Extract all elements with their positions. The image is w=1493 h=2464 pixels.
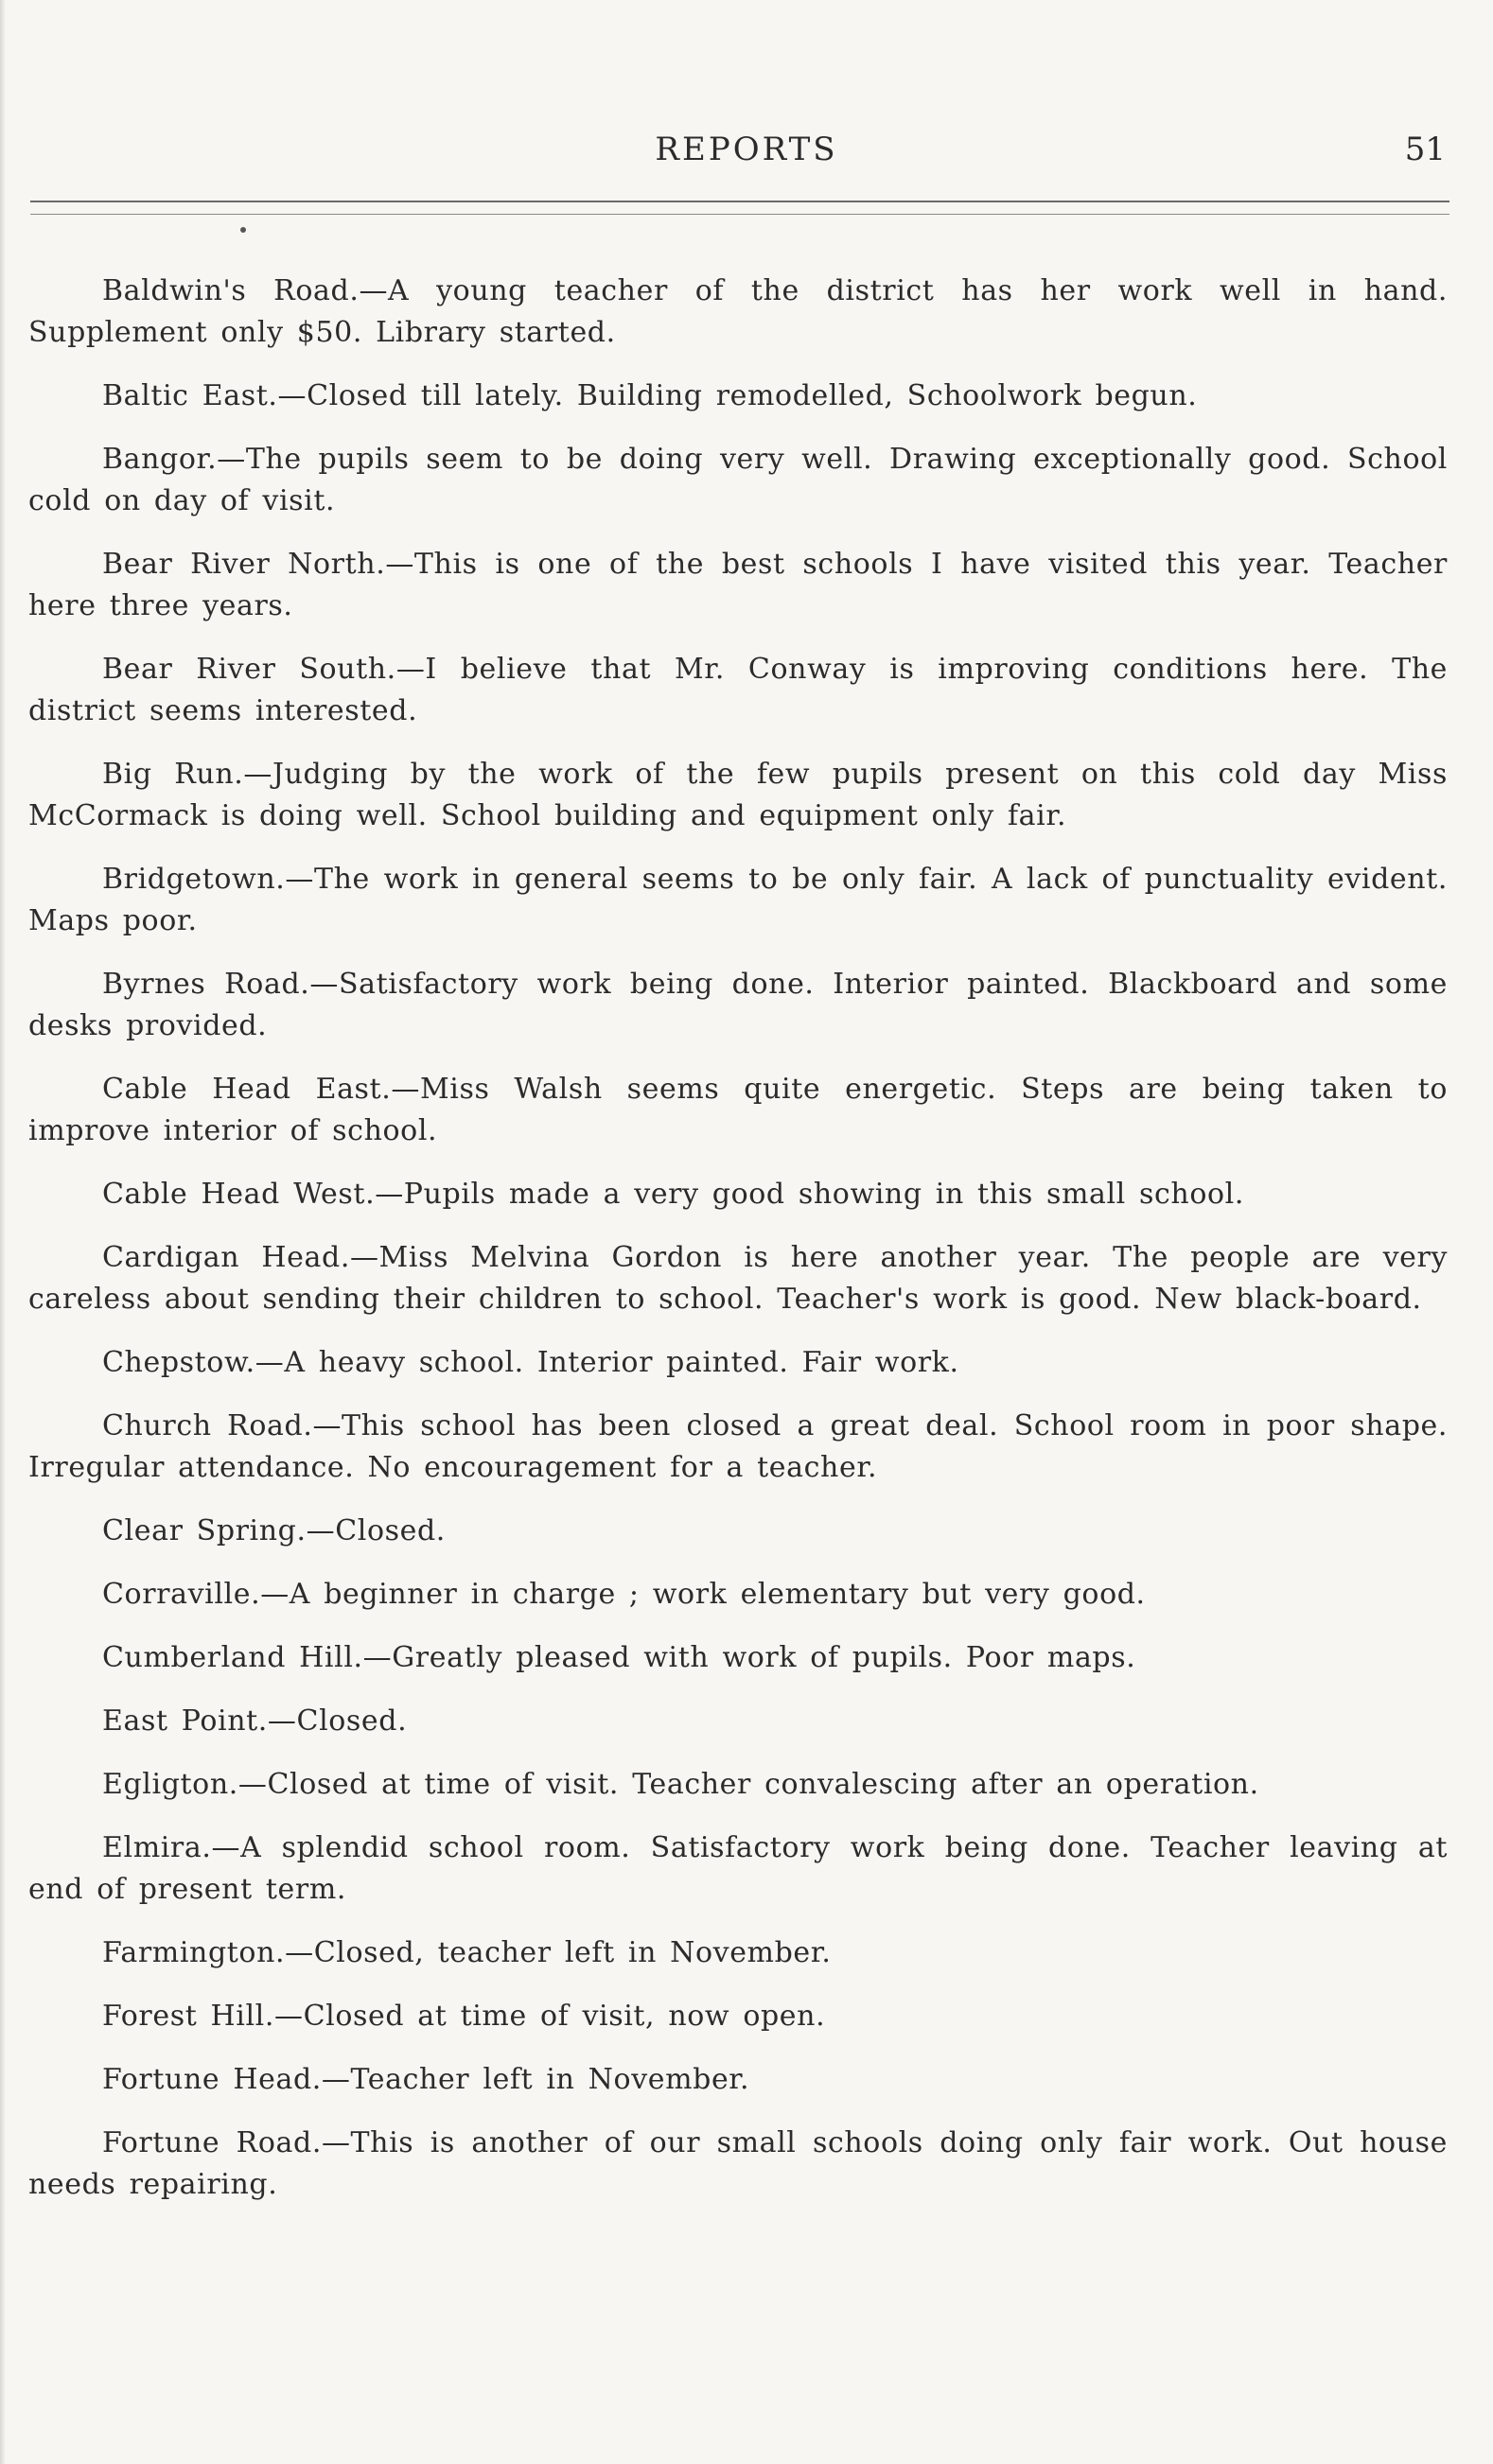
page-binding-edge xyxy=(0,0,6,2464)
report-entry-bear-river-north: Bear River North.—This is one of the best schools I have visited this year. Teacher here three years. xyxy=(28,548,1448,622)
report-entry-fortune-road: Fortune Road.—This is another of our small schools doing only fair work. Out house needs repairing. xyxy=(28,2126,1448,2201)
report-entry-cumberland-hill: Cumberland Hill.—Greatly pleased with work of pupils. Poor maps. xyxy=(102,1641,1136,1674)
report-entry-clear-spring: Clear Spring.—Closed. xyxy=(102,1514,446,1547)
report-entry-egligton: Egligton.—Closed at time of visit. Teacher convalescing after an operation. xyxy=(102,1768,1259,1801)
report-entry-chepstow: Chepstow.—A heavy school. Interior painted. Fair work. xyxy=(102,1346,959,1379)
report-entry-cable-head-west: Cable Head West.—Pupils made a very good showing in this small school. xyxy=(102,1178,1244,1211)
report-entry-forest-hill: Forest Hill.—Closed at time of visit, now open. xyxy=(102,2000,826,2033)
report-entry-cable-head-east: Cable Head East.—Miss Walsh seems quite energetic. Steps are being taken to improve interior of school. xyxy=(28,1073,1448,1147)
report-entry-church-road: Church Road.—This school has been closed a great deal. School room in poor shape. Irregular attendance. No encouragement for a teacher. xyxy=(28,1409,1448,1484)
report-entry-baltic-east: Baltic East.—Closed till lately. Building remodelled, Schoolwork begun. xyxy=(102,379,1198,412)
report-entry-east-point: East Point.—Closed. xyxy=(102,1704,408,1738)
running-title: REPORTS xyxy=(655,131,838,168)
report-entry-bangor: Bangor.—The pupils seem to be doing very well. Drawing exceptionally good. School cold on day of visit. xyxy=(28,443,1448,517)
report-entry-fortune-head: Fortune Head.—Teacher left in November. xyxy=(102,2063,750,2096)
ink-speck xyxy=(240,227,246,233)
report-entry-cardigan-head: Cardigan Head.—Miss Melvina Gordon is here another year. The people are very careless about sending their children to school. Teacher's work is good. New black-board. xyxy=(28,1241,1448,1316)
report-entry-bear-river-south: Bear River South.—I believe that Mr. Conway is improving conditions here. The district seems interested. xyxy=(28,653,1448,727)
report-entry-elmira: Elmira.—A splendid school room. Satisfactory work being done. Teacher leaving at end of present term. xyxy=(28,1831,1448,1906)
running-head xyxy=(0,131,1493,178)
report-entry-byrnes-road: Byrnes Road.—Satisfactory work being done. Interior painted. Blackboard and some desks provided. xyxy=(28,968,1448,1042)
school-report-list xyxy=(28,271,1448,2228)
report-entry-bridgetown: Bridgetown.—The work in general seems to be only fair. A lack of punctuality evident. Maps poor. xyxy=(28,863,1448,937)
report-entry-farmington: Farmington.—Closed, teacher left in November. xyxy=(102,1936,832,1969)
report-entry-big-run: Big Run.—Judging by the work of the few pupils present on this cold day Miss McCormack is doing well. School building and equipment only fair. xyxy=(28,758,1448,832)
report-entry-corraville: Corraville.—A beginner in charge ; work elementary but very good. xyxy=(102,1578,1146,1611)
page-number: 51 xyxy=(1404,131,1446,168)
header-rule-bottom xyxy=(30,214,1449,215)
header-rule-top xyxy=(30,201,1449,202)
report-entry-baldwins-road: Baldwin's Road.—A young teacher of the district has her work well in hand. Supplement only $50. Library started. xyxy=(28,274,1448,349)
